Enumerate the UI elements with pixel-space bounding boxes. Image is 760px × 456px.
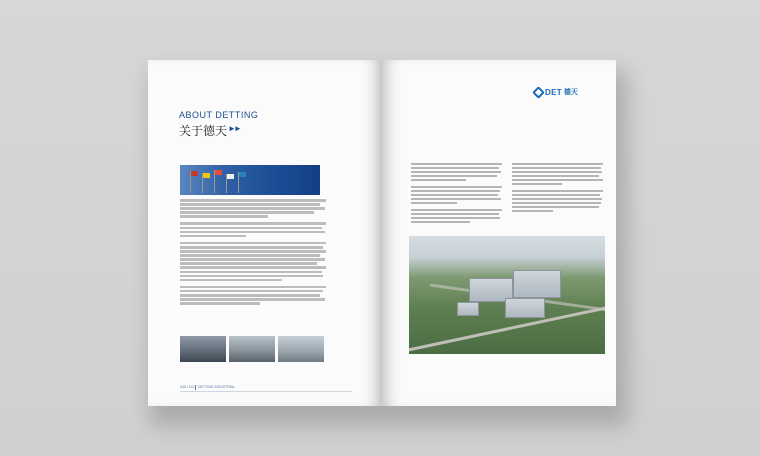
footer-brand: DETTING INDUSTRIAL: [198, 385, 236, 389]
text-column-right: [512, 163, 603, 225]
about-heading-cn: 关于德天: [179, 124, 228, 138]
company-logo: [534, 87, 578, 97]
body-text-block: [180, 199, 326, 306]
footer-rule: [180, 391, 352, 392]
left-page: [148, 60, 382, 406]
factory-aerial-photo: [409, 236, 605, 354]
logo-text-cn: 德天: [563, 88, 578, 96]
factory-building: [513, 270, 561, 298]
flag-pole: [214, 170, 215, 193]
photo-strip: [180, 336, 324, 362]
logo-text: DET: [545, 87, 562, 97]
double-arrow-icon: ►►: [228, 124, 240, 133]
flag-pole: [238, 172, 239, 193]
about-heading-en: ABOUT DETTING: [179, 110, 259, 120]
photo-entrance: [180, 336, 226, 362]
flags-banner-image: [180, 165, 320, 195]
text-column-left: [411, 163, 502, 225]
flag-pole: [202, 173, 203, 193]
logo-mark-icon: [532, 86, 545, 99]
factory-building: [505, 298, 545, 318]
flag-pole: [190, 171, 191, 193]
photo-building: [229, 336, 275, 362]
right-page: [382, 60, 616, 406]
flag-pole: [226, 174, 227, 193]
photo-factory: [278, 336, 324, 362]
page-number: 046 / 110: [180, 385, 195, 389]
footer-separator: [195, 385, 196, 390]
factory-building: [457, 302, 479, 316]
text-columns: [411, 163, 603, 225]
